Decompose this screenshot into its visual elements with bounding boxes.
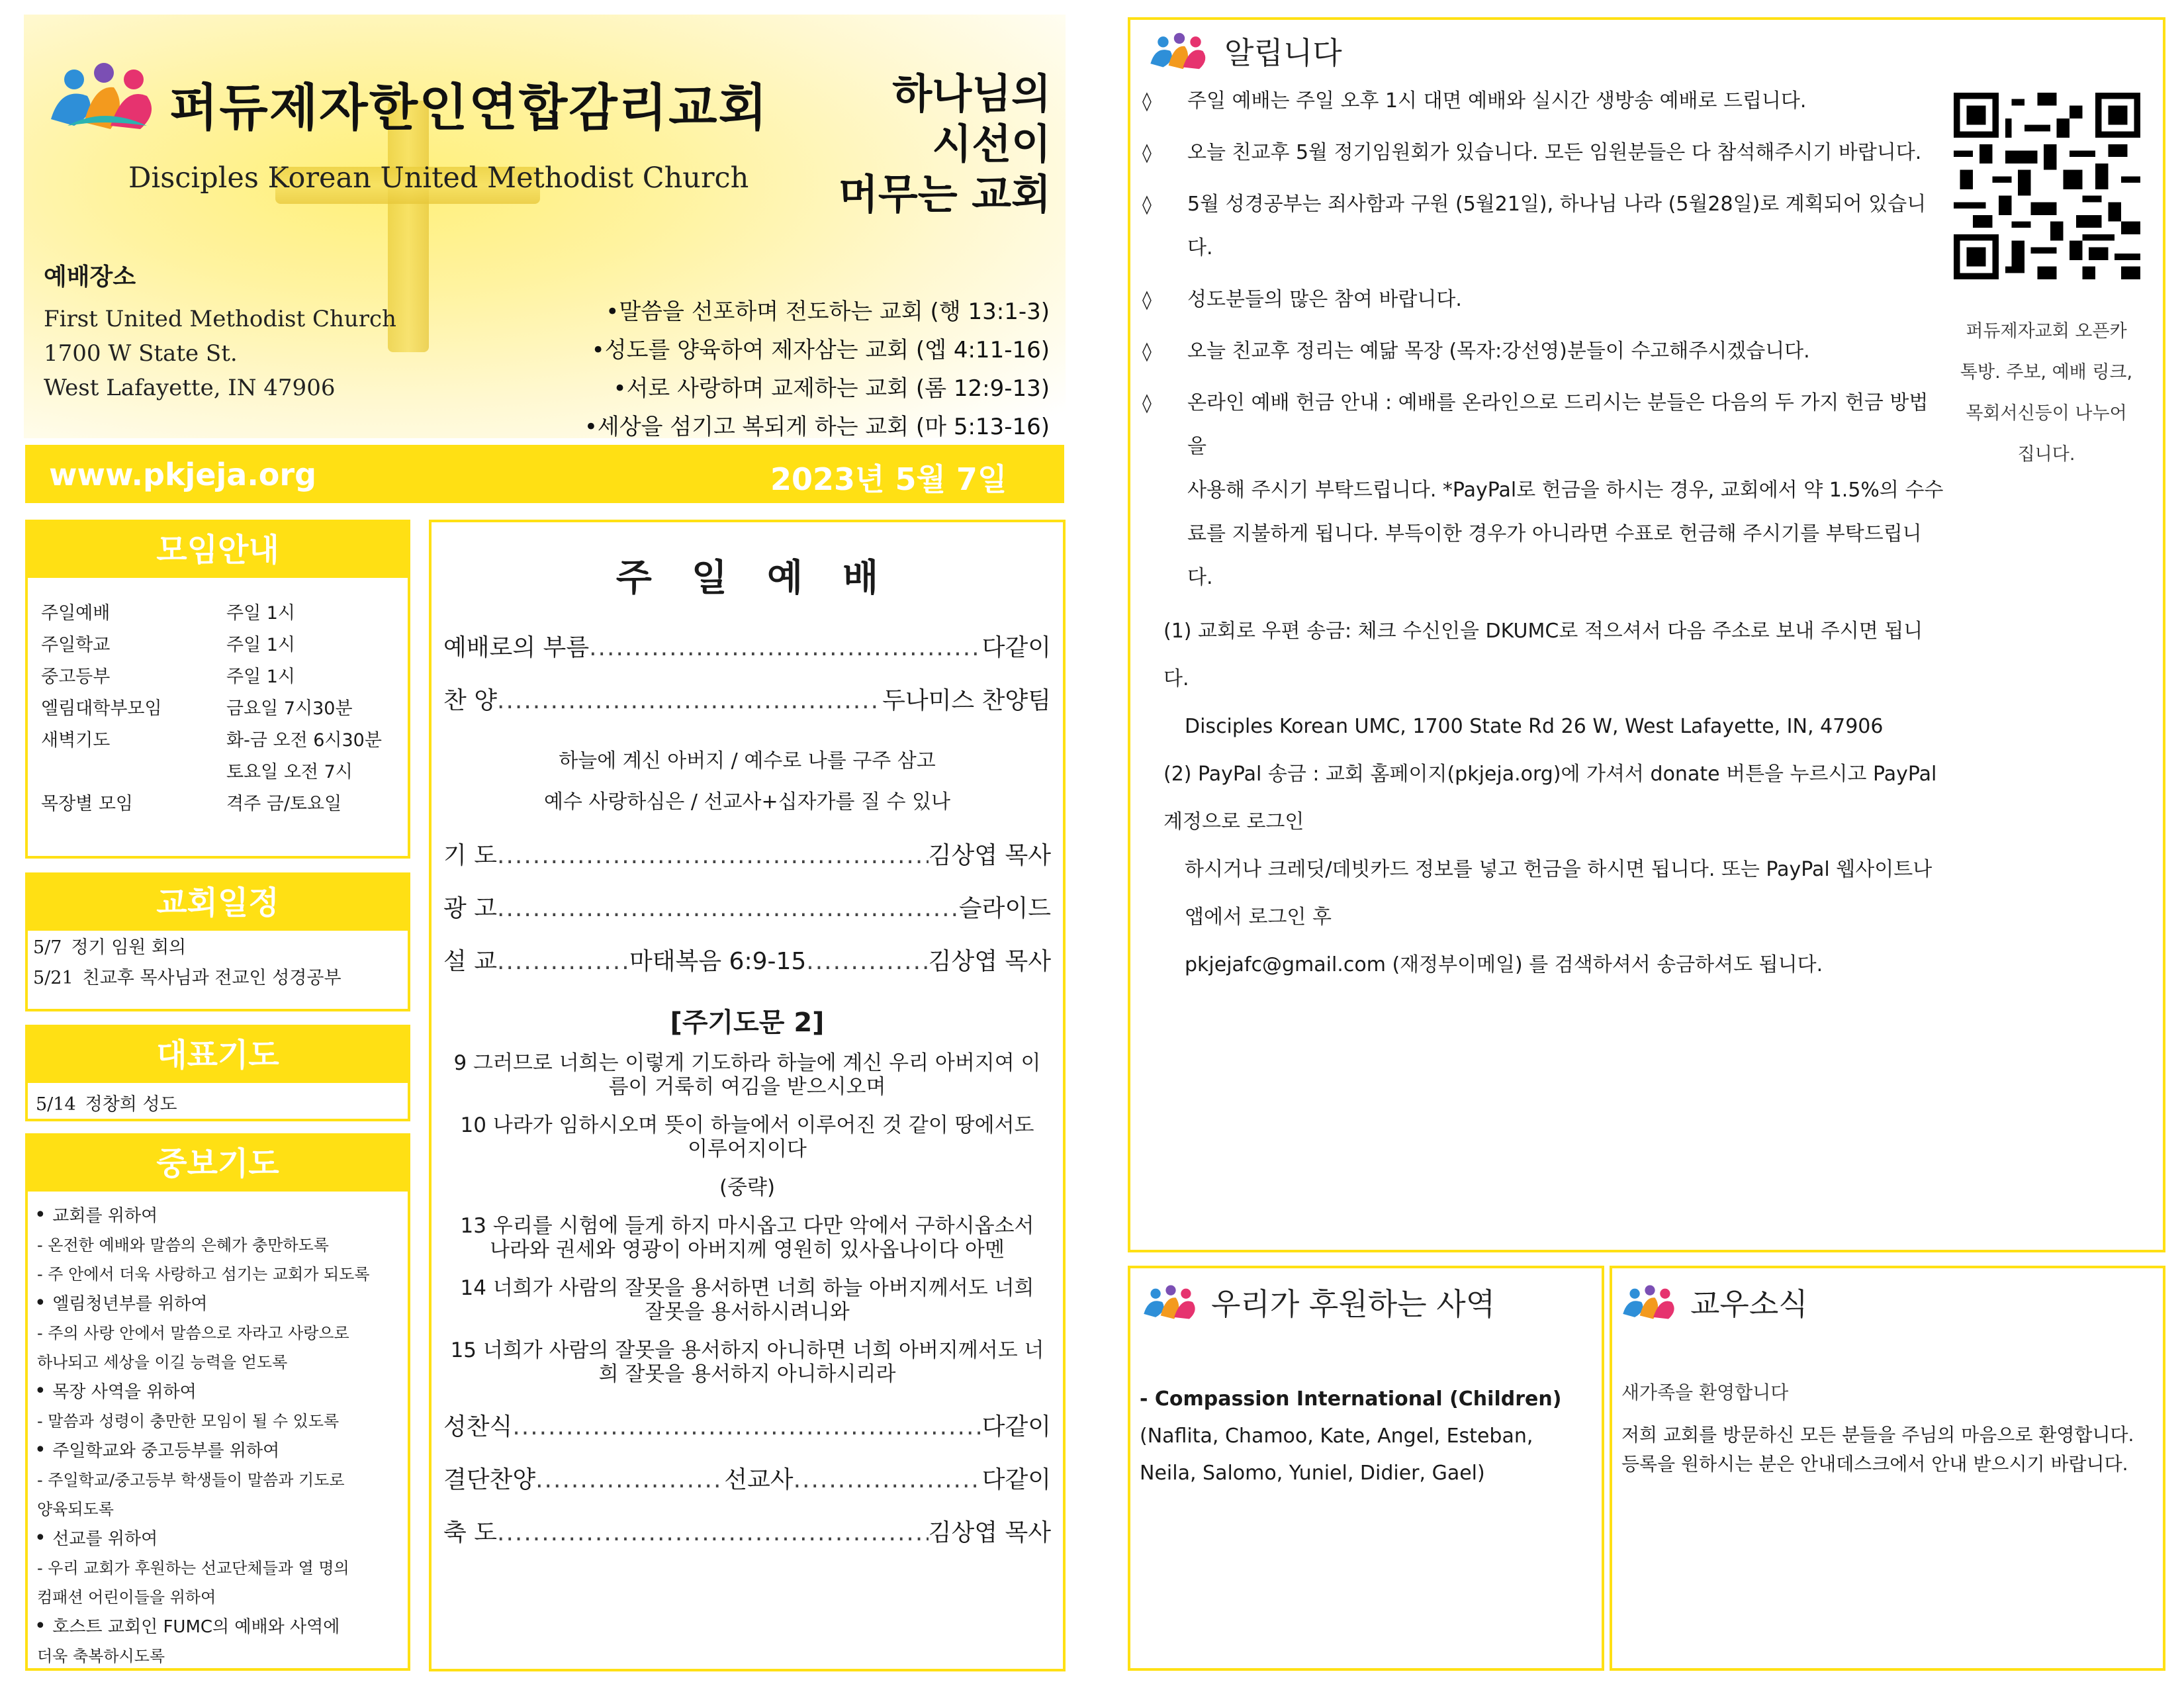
address-line: West Lafayette, IN 47906	[44, 375, 336, 401]
bullet-icon: •	[34, 1291, 53, 1315]
intercession-topic-text: 호스트 교회인 FUMC의 예배와 사역에	[52, 1617, 340, 1637]
meeting-name: 주일예배	[41, 603, 111, 624]
meetings-table	[41, 598, 382, 820]
worship-item-leader: 김상엽 목사	[928, 948, 1051, 975]
scripture-verse: 14 너희가 사람의 잘못을 용서하면 너희 하늘 아버지께서도 너희 잘못을 용서하시려니와	[460, 1276, 1034, 1324]
announcement-text: 료를 지불하게 됩니다. 부득이한 경우가 아니라면 수표로 헌금해 주시기를 부탁드립니다.	[1187, 522, 1922, 589]
table-row	[41, 757, 382, 788]
intercession-detail: 하나되고 세상을 이길 능력을 얻도록	[37, 1353, 288, 1372]
meeting-time: 주일 1시	[226, 635, 296, 655]
bulletin-date: 2023년 5월 7일	[770, 461, 1007, 497]
schedule-date: 5/7	[33, 937, 62, 958]
worship-title: 주일예배	[615, 557, 919, 600]
worship-item-label: 예배로의 부름	[443, 634, 590, 661]
meeting-time: 화-금 오전 6시30분	[226, 730, 382, 751]
announcement-text: 오늘 친교후 정리는 예닮 목장 (목자:강선영)분들이 수고해주시겠습니다.	[1187, 340, 1810, 363]
announcement-list	[1130, 79, 1944, 989]
announcement-text: 성도분들의 많은 참여 바랍니다.	[1187, 288, 1462, 311]
worship-item-label: 기 도	[443, 842, 497, 869]
sunday-worship-order	[429, 520, 1066, 1671]
intercession-topic	[34, 1201, 408, 1231]
meeting-name: 중고등부	[41, 667, 111, 687]
intercession-title: 중보기도	[28, 1136, 408, 1192]
table-row	[41, 725, 382, 757]
church-schedule-box	[25, 872, 410, 1011]
slogan-line: 머무는 교회	[838, 170, 1051, 218]
ministry-org: - Compassion International (Children)	[1140, 1387, 1562, 1411]
leader-dots	[512, 1401, 981, 1454]
worship-item-leader: 다같이	[981, 634, 1051, 661]
worship-place-address	[44, 302, 396, 405]
address-line: First United Methodist Church	[44, 306, 396, 332]
church-name-english: Disciples Korean United Methodist Church	[128, 162, 749, 195]
member-news-heading	[1620, 1280, 1808, 1324]
worship-item-ads	[443, 882, 1051, 935]
intercession-topic	[34, 1612, 408, 1642]
mission-item: •서로 사랑하며 교제하는 교회 (롬 12:9-13)	[613, 375, 1050, 402]
worship-item-leader: 김상엽 목사	[928, 842, 1051, 869]
table-row	[41, 788, 382, 820]
intercession-topic-text: 엘림청년부를 위하여	[52, 1294, 208, 1314]
intercession-topic	[34, 1377, 408, 1407]
worship-item-label: 찬 양	[443, 687, 497, 714]
schedule-text: 정기 임원 회의	[71, 937, 187, 958]
leader-dots	[535, 1454, 724, 1507]
worship-item-leader: 두나미스 찬양팀	[882, 687, 1051, 714]
church-logo-icon	[1620, 1284, 1680, 1321]
bullet-icon: •	[34, 1438, 53, 1462]
diamond-icon: ◊	[1142, 392, 1152, 414]
intercession-box	[25, 1133, 410, 1671]
diamond-icon: ◊	[1142, 289, 1152, 310]
leader-dots	[806, 935, 928, 988]
offering-paypal-detail: 하시거나 크레딧/데빗카드 정보를 넣고 헌금을 하시면 됩니다. 또는 PayPal 웹사이트나 앱에서 로그인 후	[1185, 858, 1933, 929]
rep-prayer-title: 대표기도	[28, 1027, 408, 1083]
representative-prayer-box	[25, 1025, 410, 1121]
scripture-verse: 9 그러므로 너희는 이렇게 기도하라 하늘에 계신 우리 아버지여 이름이 거룩히 여김을 받으시오며	[453, 1051, 1041, 1099]
mission-item: •세상을 섬기고 복되게 하는 교회 (마 5:13-16)	[584, 414, 1050, 440]
worship-item-label: 설 교	[443, 948, 497, 975]
intercession-detail: - 우리 교회가 후원하는 선교단체들과 열 명의	[37, 1559, 349, 1577]
intercession-detail: - 주의 사랑 안에서 말씀으로 자라고 사랑으로	[37, 1324, 349, 1342]
table-row	[41, 630, 382, 661]
leader-dots	[794, 1454, 982, 1507]
qr-caption	[1940, 311, 2152, 475]
rep-prayer-item	[36, 1090, 408, 1115]
meetings-box	[25, 520, 410, 859]
leader-dots	[497, 935, 629, 988]
intercession-detail: 더욱 축복하시도록	[37, 1647, 165, 1665]
supported-ministry-heading	[1141, 1280, 1495, 1324]
offering-mail-address: Disciples Korean UMC, 1700 State Rd 26 W, West Lafayette, IN, 47906	[1185, 715, 1884, 738]
meeting-time: 금요일 7시30분	[226, 698, 353, 719]
worship-item-leader: 슬라이드	[958, 895, 1051, 922]
intercession-detail: 양육되도록	[37, 1500, 114, 1519]
offering-method-paypal: (2) PayPal 송금 : 교회 홈페이지(pkjeja.org)에 가셔서 donate 버튼을 누르시고 PayPal 계정으로 로그인	[1163, 763, 1937, 833]
intercession-topic	[34, 1524, 408, 1554]
closing-hymn-leader: 선교사	[724, 1466, 794, 1493]
church-logo-icon	[1141, 1284, 1201, 1321]
meeting-name: 새벽기도	[41, 730, 111, 751]
bulletin-header	[24, 15, 1066, 438]
table-row	[41, 661, 382, 693]
scripture-verse: (중략)	[719, 1176, 776, 1199]
diamond-icon: ◊	[1142, 142, 1152, 164]
qr-caption-line: 톡방. 주보, 예배 링크,	[1960, 362, 2133, 383]
schedule-text: 친교후 목사님과 전교인 성경공부	[82, 968, 341, 988]
announcement-item	[1130, 278, 1944, 322]
scripture-verse: 10 나라가 임하시오며 뜻이 하늘에서 이루어진 것 같이 땅에서도 이루어지이다	[460, 1113, 1034, 1161]
worship-item-label: 광 고	[443, 895, 497, 922]
scripture-verse: 15 너희가 사람의 잘못을 용서하지 아니하면 너희 아버지께서도 너희 잘못을 용서하지 아니하시리라	[450, 1338, 1044, 1386]
table-row	[41, 693, 382, 725]
supported-ministry-content	[1140, 1381, 1561, 1492]
meeting-time: 주일 1시	[226, 667, 296, 687]
rep-prayer-name: 정창희 성도	[85, 1094, 177, 1115]
rep-prayer-date: 5/14	[36, 1094, 76, 1115]
meeting-time: 주일 1시	[226, 603, 296, 624]
welcome-text: 등록을 원하시는 분은 안내데스크에서 안내 받으시기 바랍니다.	[1621, 1453, 2128, 1475]
announcement-item-online-offering	[1130, 381, 1944, 600]
worship-item-sermon	[443, 935, 1051, 988]
leader-dots	[589, 622, 982, 675]
diamond-icon: ◊	[1142, 90, 1152, 112]
sermon-passage: 마태복음 6:9-15	[629, 948, 807, 975]
worship-item-label: 축 도	[443, 1519, 497, 1546]
leader-dots	[497, 882, 959, 935]
announcement-text: 오늘 친교후 5월 정기임원회가 있습니다. 모든 임원분들은 다 참석해주시기 바랍니다.	[1187, 141, 1922, 164]
intercession-topic	[34, 1436, 408, 1466]
mission-item: •성도를 양육하여 제자삼는 교회 (엡 4:11-16)	[591, 337, 1050, 363]
meeting-name	[41, 757, 226, 788]
website-url: www.pkjeja.org	[49, 457, 317, 492]
intercession-detail: - 온전한 예배와 말씀의 은혜가 충만하도록	[37, 1236, 329, 1254]
qr-code-icon	[1954, 93, 2140, 279]
bullet-icon: •	[34, 1615, 53, 1638]
announcements-title: 알립니다	[1224, 35, 1342, 71]
intercession-topic-text: 목장 사역을 위하여	[52, 1382, 197, 1402]
slogan-line: 하나님의	[892, 70, 1051, 118]
announcement-item	[1130, 330, 1944, 373]
announcement-text: 온라인 예배 헌금 안내 : 예배를 온라인으로 드리시는 분들은 다음의 두 가지 헌금 방법을	[1187, 391, 1929, 458]
announcement-item	[1130, 131, 1944, 175]
scripture-verse: 13 우리를 시험에 들게 하지 마시옵고 다만 악에서 구하시옵소서 나라와 권세와 영광이 아버지께 영원히 있사옵나이다 아멘	[460, 1214, 1034, 1262]
slogan-line: 시선이	[932, 120, 1051, 168]
member-news-box	[1610, 1266, 2165, 1671]
intercession-topic-text: 주일학교와 중고등부를 위하여	[52, 1441, 280, 1461]
leader-dots	[497, 675, 882, 727]
worship-item-closing-hymn	[443, 1454, 1051, 1507]
bullet-icon: •	[34, 1380, 53, 1403]
announcement-item	[1130, 183, 1944, 270]
website-date-bar	[25, 445, 1064, 503]
church-logo-icon	[1148, 31, 1211, 71]
announcement-item	[1130, 79, 1944, 123]
leader-dots	[497, 829, 929, 882]
meetings-title: 모임안내	[28, 522, 408, 578]
sponsored-children: (Naflita, Chamoo, Kate, Angel, Esteban,	[1140, 1425, 1533, 1448]
church-name-korean: 퍼듀제자한인연합감리교회	[169, 78, 768, 137]
worship-item-call	[443, 622, 1051, 675]
worship-item-communion	[443, 1401, 1051, 1454]
meeting-time: 격주 금/토요일	[226, 794, 342, 814]
sponsored-children: Neila, Salomo, Yuniel, Didier, Gael)	[1140, 1462, 1485, 1485]
table-row	[41, 598, 382, 630]
intercession-topic	[34, 1289, 408, 1319]
address-line: 1700 W State St.	[44, 340, 238, 367]
supported-ministry-box	[1128, 1266, 1604, 1671]
intercession-detail: - 주일학교/중고등부 학생들이 말씀과 기도로	[37, 1471, 345, 1489]
intercession-detail: - 주 안에서 더욱 사랑하고 섬기는 교회가 되도록	[37, 1265, 370, 1284]
offering-method-check: (1) 교회로 우편 송금: 체크 수신인을 DKUMC로 적으셔서 다음 주소로 보내 주시면 됩니다.	[1163, 620, 1923, 690]
announcement-text: 주일 예배는 주일 오후 1시 대면 예배와 실시간 생방송 예배로 드립니다.	[1187, 89, 1807, 113]
meeting-time: 토요일 오전 7시	[226, 762, 353, 782]
church-mission-list	[584, 293, 1050, 446]
schedule-item	[33, 935, 408, 961]
announcements-heading	[1148, 29, 1342, 73]
announcements-box	[1128, 17, 2165, 1252]
meeting-name: 목장별 모임	[41, 794, 133, 814]
intercession-topic-text: 선교를 위하여	[52, 1529, 158, 1549]
leader-dots	[497, 1507, 929, 1560]
welcome-text: 저희 교회를 방문하신 모든 분들을 주님의 마음으로 환영합니다.	[1621, 1424, 2134, 1446]
worship-item-prayer	[443, 829, 1051, 882]
worship-item-leader: 김상엽 목사	[928, 1519, 1051, 1546]
intercession-topic-text: 교회를 위하여	[52, 1206, 158, 1226]
bullet-icon: •	[34, 1526, 53, 1550]
meeting-name: 엘림대학부모임	[41, 698, 162, 719]
intercession-detail: 컴패션 어린이들을 위하여	[37, 1588, 216, 1607]
lords-prayer-title: [주기도문 2]	[670, 1008, 825, 1038]
offering-paypal-email: pkjejafc@gmail.com (재정부이메일) 를 검색하셔서 송금하셔도 됩니다.	[1185, 953, 1823, 976]
member-news-title: 교우소식	[1690, 1286, 1808, 1322]
schedule-item	[33, 965, 408, 992]
worship-item-label: 결단찬양	[443, 1466, 536, 1493]
church-logo-icon	[48, 60, 160, 132]
supported-ministry-title: 우리가 후원하는 사역	[1211, 1286, 1496, 1322]
worship-item-hymn	[443, 675, 1051, 727]
qr-caption-line: 목회서신등이 나누어	[1966, 403, 2127, 424]
welcome-heading: 새가족을 환영합니다	[1621, 1382, 1789, 1403]
church-slogan	[839, 69, 1051, 220]
qr-caption-line: 퍼듀제자교회 오픈카	[1966, 321, 2127, 342]
worship-item-benediction	[443, 1507, 1051, 1560]
bullet-icon: •	[34, 1203, 53, 1227]
meeting-name: 주일학교	[41, 635, 111, 655]
intercession-list	[28, 1192, 408, 1671]
intercession-detail: - 말씀과 성령이 충만한 모임이 될 수 있도록	[37, 1412, 340, 1430]
worship-place-heading: 예배장소	[44, 263, 136, 291]
diamond-icon: ◊	[1142, 340, 1152, 362]
announcement-text: 사용해 주시기 부탁드립니다. *PayPal로 헌금을 하시는 경우, 교회에서 약 1.5%의 수수	[1187, 479, 1944, 502]
worship-item-leader: 다같이	[981, 1466, 1052, 1493]
hymn-line: 하늘에 계신 아버지 / 예수로 나를 구주 삼고	[559, 749, 936, 773]
schedule-title: 교회일정	[28, 875, 408, 931]
announcement-text: 5월 성경공부는 죄사함과 구원 (5월21일), 하나님 나라 (5월28일)로 계획되어 있습니다.	[1187, 193, 1927, 259]
qr-caption-line: 집니다.	[2017, 444, 2075, 465]
worship-item-label: 성찬식	[443, 1413, 513, 1440]
diamond-icon: ◊	[1142, 193, 1152, 215]
worship-item-leader: 다같이	[981, 1413, 1051, 1440]
mission-item: •말씀을 선포하며 전도하는 교회 (행 13:1-3)	[606, 299, 1050, 325]
schedule-date: 5/21	[33, 968, 73, 988]
hymn-line: 예수 사랑하심은 / 선교사+십자가를 질 수 있나	[543, 790, 951, 814]
member-news-content	[1621, 1374, 2134, 1479]
